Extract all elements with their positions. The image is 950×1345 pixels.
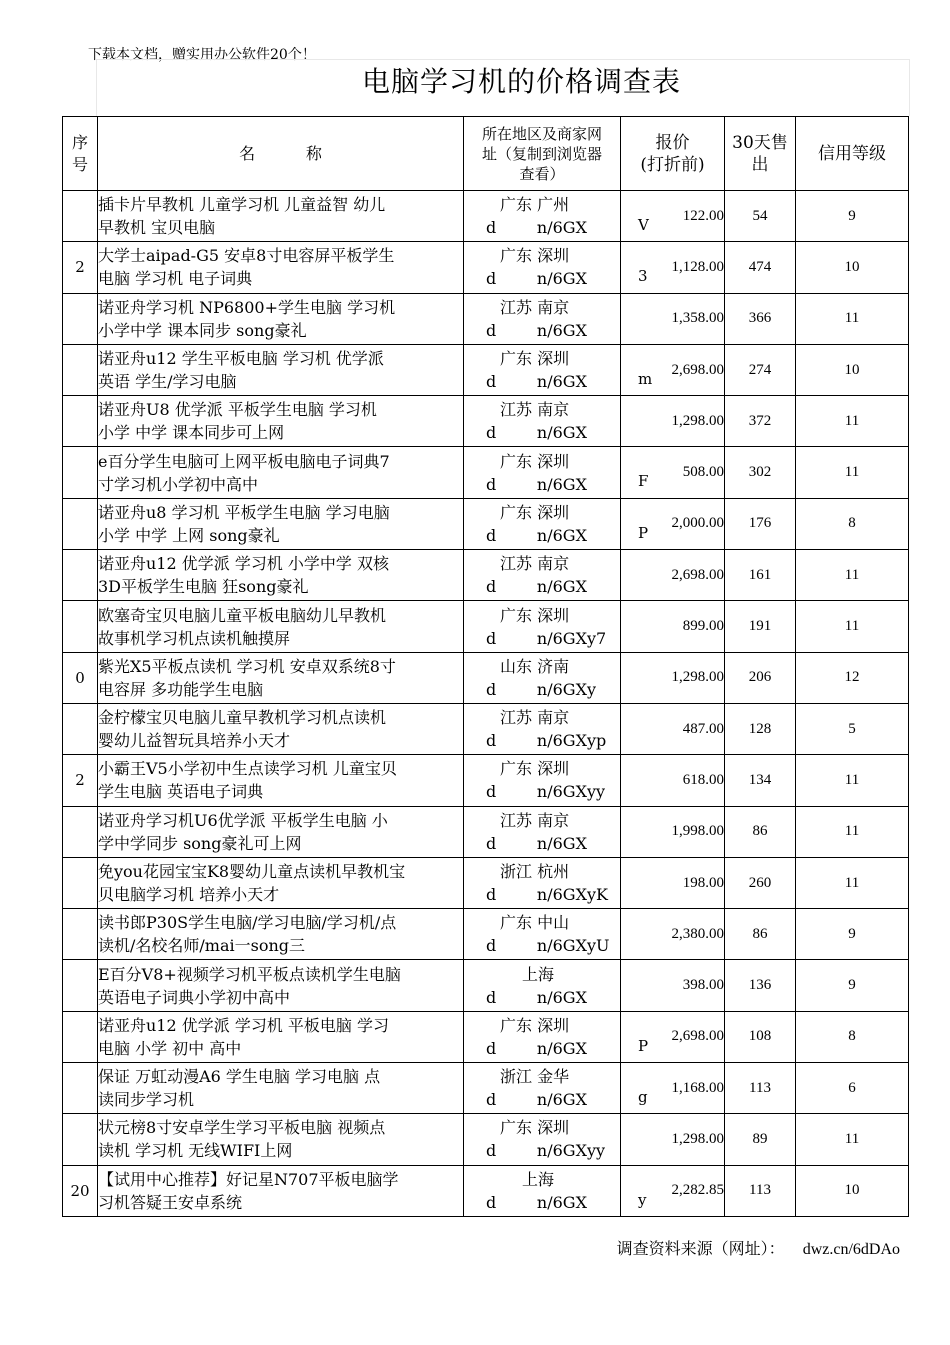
table-row [63, 1114, 909, 1165]
location-cell [464, 1011, 649, 1062]
location-city: 广东 深圳 [500, 1118, 570, 1138]
row-index [63, 857, 98, 908]
sold-count: 86 [725, 909, 796, 960]
price-value: 1,298.00 [621, 1114, 725, 1165]
sold-count: 372 [725, 396, 796, 447]
product-name [98, 191, 464, 242]
row-index [63, 344, 98, 395]
row-index [63, 601, 98, 652]
location-cell [464, 1114, 621, 1165]
table-row [63, 1063, 909, 1114]
product-name-line2: 读机 学习机 无线WIFI上网 [98, 1141, 293, 1161]
credit-level: 6 [796, 1063, 909, 1114]
location-cell [464, 703, 621, 754]
col-header-index: 序 号 [63, 117, 98, 191]
row-index [63, 1063, 98, 1114]
table-row [63, 447, 909, 498]
price-value: 618.00 [621, 755, 725, 806]
product-name [98, 293, 464, 344]
product-name-line1: 插卡片早教机 儿童学习机 儿童益智 幼儿 [98, 195, 386, 215]
location-cell [464, 396, 621, 447]
sold-count: 113 [725, 1165, 796, 1216]
credit-level: 5 [796, 703, 909, 754]
sold-count: 474 [725, 242, 796, 293]
product-name-line2: 电脑 学习机 电子词典 [98, 269, 253, 289]
row-index [63, 498, 98, 549]
product-name [98, 396, 464, 447]
credit-level: 9 [796, 960, 909, 1011]
price-value: 2,282.85 [621, 1165, 725, 1216]
product-name-line1: 紫光X5平板点读机 学习机 安卓双系统8寸 [98, 656, 396, 676]
row-index [63, 960, 98, 1011]
credit-level: 10 [796, 242, 909, 293]
shop-link[interactable]: d n/6GX [486, 423, 587, 443]
product-name-line1: 欧塞奇宝贝电脑儿童平板电脑幼儿早教机 [98, 605, 387, 625]
product-name-line1: 诺亚舟U8 优学派 平板学生电脑 学习机 [98, 400, 377, 420]
location-cell [464, 857, 621, 908]
sold-count: 176 [725, 498, 796, 549]
product-name-line2: 3D平板学生电脑 狂song豪礼 [98, 577, 309, 597]
link-overflow-char: V [638, 216, 649, 234]
shop-link[interactable]: d n/6GX [486, 987, 587, 1007]
credit-level: 10 [796, 344, 909, 395]
product-name-line1: 读书郎P30S学生电脑/学习电脑/学习机/点 [98, 913, 397, 933]
row-index: 2 [63, 755, 98, 806]
product-name-line2: 读机/名校名师/mai一song三 [98, 936, 306, 956]
price-value: 2,000.00 [621, 498, 725, 549]
shop-link[interactable]: d n/6GXy [486, 679, 597, 699]
price-value: 1,998.00 [621, 806, 725, 857]
link-overflow-char: P [638, 1036, 649, 1055]
price-value: 198.00 [621, 857, 725, 908]
location-cell [464, 909, 621, 960]
row-index: 20 [63, 1165, 98, 1216]
product-name-line1: 大学士aipad-G5 安卓8寸电容屏平板学生 [98, 246, 395, 266]
location-cell [464, 344, 653, 395]
table-header-row [63, 117, 909, 191]
location-cell [464, 806, 621, 857]
location-cell [464, 1063, 648, 1114]
sold-count: 302 [725, 447, 796, 498]
sold-count: 128 [725, 703, 796, 754]
row-index [63, 1114, 98, 1165]
credit-level: 11 [796, 806, 909, 857]
shop-link[interactable]: d n/6GXyp [486, 731, 607, 751]
table-row [63, 550, 909, 601]
link-overflow-char: m [638, 369, 653, 388]
row-index [63, 1011, 98, 1062]
col-header-sold: 30天售 出 [725, 117, 796, 191]
row-index [63, 293, 98, 344]
product-name-line2: 寸学习机小学初中高中 [98, 474, 259, 494]
price-value: 1,298.00 [621, 396, 725, 447]
location-city: 浙江 杭州 [500, 862, 570, 881]
credit-level: 11 [796, 447, 909, 498]
shop-link[interactable]: d n/6GX [486, 1192, 587, 1212]
table-body [63, 191, 909, 1217]
price-value: 398.00 [621, 960, 725, 1011]
price-value: 2,380.00 [621, 909, 725, 960]
location-city: 广东 深圳 [500, 605, 570, 625]
product-name [98, 652, 464, 703]
location-city: 广东 深圳 [500, 1015, 570, 1035]
sold-count: 108 [725, 1011, 796, 1062]
shop-link[interactable]: d n/6GXyy [486, 782, 606, 802]
source-label: 调查资料来源（网址）： [616, 1239, 785, 1258]
shop-link[interactable]: d n/6GX [486, 269, 587, 289]
shop-link[interactable]: d n/6GX [486, 525, 587, 545]
product-name-line2: 贝电脑学习机 培养小天才 [98, 885, 280, 904]
location-cell [464, 293, 621, 344]
sold-count: 161 [725, 550, 796, 601]
shop-link[interactable]: d n/6GX [486, 1090, 587, 1110]
shop-link[interactable]: d n/6GXyy [486, 1141, 606, 1161]
table-row [63, 498, 909, 549]
price-value: 1,298.00 [621, 652, 725, 703]
location-city: 广东 广州 [500, 195, 570, 215]
product-name-line2: 婴幼儿益智玩具培养小天才 [98, 731, 291, 751]
location-city: 浙江 金华 [500, 1067, 570, 1087]
location-city: 广东 深圳 [500, 502, 570, 522]
shop-link[interactable]: d n/6GX [486, 372, 587, 392]
sold-count: 89 [725, 1114, 796, 1165]
location-cell [464, 755, 621, 806]
shop-link[interactable]: d n/6GX [486, 218, 587, 238]
row-index [63, 806, 98, 857]
product-name-line2: 英语电子词典小学初中高中 [98, 987, 291, 1007]
location-city: 广东 深圳 [500, 246, 570, 266]
product-name-line1: 状元榜8寸安卓学生学习平板电脑 视频点 [98, 1118, 386, 1138]
row-index: 2 [63, 242, 98, 293]
product-name-line1: E百分V8+视频学习机平板点读机学生电脑 [98, 964, 401, 984]
credit-level: 11 [796, 1114, 909, 1165]
price-value: 899.00 [621, 601, 725, 652]
product-name [98, 498, 464, 549]
credit-level: 10 [796, 1165, 909, 1216]
table-row [63, 652, 909, 703]
shop-link[interactable]: d n/6GX [486, 577, 587, 597]
credit-level: 9 [796, 191, 909, 242]
location-city: 江苏 南京 [500, 708, 570, 728]
product-name-line2: 小学 中学 上网 song豪礼 [98, 525, 280, 545]
row-index [63, 447, 98, 498]
table-row [63, 344, 909, 395]
product-name-line2: 习机答疑王安卓系统 [98, 1192, 243, 1212]
sold-count: 274 [725, 344, 796, 395]
product-name [98, 857, 464, 908]
location-city: 江苏 南京 [500, 297, 570, 317]
credit-level: 11 [796, 601, 909, 652]
location-city: 江苏 南京 [500, 554, 570, 574]
table-row [63, 1011, 909, 1062]
location-city: 广东 深圳 [500, 759, 570, 779]
price-value: 2,698.00 [621, 344, 725, 395]
product-name-line2: 电容屏 多功能学生电脑 [98, 679, 264, 699]
shop-link[interactable]: d n/6GX [486, 1038, 587, 1058]
table-row [63, 293, 909, 344]
product-name-line1: 诺亚舟u12 学生平板电脑 学习机 优学派 [98, 349, 384, 369]
row-index [63, 909, 98, 960]
price-value: 508.00 [621, 447, 725, 498]
price-value: 1,168.00 [621, 1063, 725, 1114]
product-name [98, 1165, 464, 1216]
product-name-line2: 读同步学习机 [98, 1090, 195, 1110]
table-row [63, 755, 909, 806]
credit-level: 11 [796, 550, 909, 601]
product-name-line1: 诺亚舟学习机 NP6800+学生电脑 学习机 [98, 297, 396, 317]
table-row [63, 806, 909, 857]
product-name [98, 909, 464, 960]
col-header-price: 报价 (打折前) [621, 117, 725, 191]
product-name-line2: 故事机学习机点读机触摸屏 [98, 628, 291, 648]
location-city: 上海 [522, 964, 555, 984]
row-index [63, 550, 98, 601]
product-name-line1: 诺亚舟学习机U6优学派 平板学生电脑 小 [98, 810, 388, 830]
product-name-line1: 【试用中心推荐】好记星N707平板电脑学 [98, 1169, 399, 1189]
price-value: 2,698.00 [621, 1011, 725, 1062]
credit-level: 8 [796, 1011, 909, 1062]
product-name [98, 1011, 464, 1062]
table-row [63, 191, 909, 242]
price-value: 1,358.00 [621, 293, 725, 344]
shop-link[interactable]: d n/6GX [486, 320, 587, 340]
location-cell [464, 550, 621, 601]
location-city: 广东 深圳 [500, 349, 570, 369]
product-name-line2: 英语 学生/学习电脑 [98, 372, 237, 392]
col-header-name: 名 称 [98, 117, 464, 191]
price-value: 1,128.00 [621, 242, 725, 293]
product-name [98, 1114, 464, 1165]
link-overflow-char: g [638, 1088, 648, 1107]
product-name-line1: 诺亚舟u8 学习机 平板学生电脑 学习电脑 [98, 502, 390, 522]
location-city: 江苏 南京 [500, 400, 570, 420]
location-city: 江苏 南京 [500, 810, 570, 830]
shop-link[interactable]: d n/6GX [486, 833, 587, 853]
shop-link[interactable]: d n/6GXyK [486, 885, 608, 904]
table-row [63, 601, 909, 652]
product-name-line1: 小霸王V5小学初中生点读学习机 儿童宝贝 [98, 759, 397, 779]
table-row [63, 703, 909, 754]
header-note: 下载本文档，赠实用办公软件20个！ [88, 47, 316, 63]
shop-link[interactable]: d n/6GXy7 [486, 628, 607, 648]
credit-level: 11 [796, 857, 909, 908]
product-name [98, 960, 464, 1011]
credit-level: 12 [796, 652, 909, 703]
credit-level: 11 [796, 755, 909, 806]
credit-level: 11 [796, 396, 909, 447]
price-table [62, 116, 909, 1217]
shop-link[interactable]: d n/6GXyU [486, 936, 610, 956]
sold-count: 260 [725, 857, 796, 908]
location-city: 广东 中山 [500, 913, 570, 933]
product-name-line1: 诺亚舟u12 优学派 学习机 小学中学 双核 [98, 554, 390, 574]
product-name [98, 806, 464, 857]
table-row [63, 242, 909, 293]
sold-count: 86 [725, 806, 796, 857]
product-name-line2: 早教机 宝贝电脑 [98, 218, 216, 238]
table-row [63, 1165, 909, 1216]
table-row [63, 960, 909, 1011]
location-cell [464, 498, 649, 549]
location-cell [464, 601, 621, 652]
sold-count: 134 [725, 755, 796, 806]
location-cell [464, 191, 649, 242]
link-overflow-char: F [638, 472, 649, 491]
product-name-line1: e百分学生电脑可上网平板电脑电子词典7 [98, 451, 390, 471]
price-value: 487.00 [621, 703, 725, 754]
location-cell [464, 652, 621, 703]
credit-level: 8 [796, 498, 909, 549]
row-index [63, 703, 98, 754]
table-row [63, 396, 909, 447]
row-index [63, 191, 98, 242]
location-city: 山东 济南 [500, 656, 570, 676]
product-name-line1: 免you花园宝宝K8婴幼儿童点读机早教机宝 [98, 862, 406, 881]
location-cell [464, 960, 621, 1011]
row-index [63, 396, 98, 447]
product-name [98, 242, 464, 293]
location-city: 上海 [522, 1169, 555, 1189]
source-footer [617, 1236, 900, 1259]
page-title: 电脑学习机的价格调查表 [362, 65, 682, 98]
shop-link[interactable]: d n/6GX [486, 474, 587, 494]
sold-count: 136 [725, 960, 796, 1011]
product-name [98, 755, 464, 806]
price-value: 122.00 [621, 191, 725, 242]
product-name [98, 601, 464, 652]
product-name [98, 703, 464, 754]
location-cell [464, 1165, 647, 1216]
sold-count: 113 [725, 1063, 796, 1114]
product-name [98, 344, 464, 395]
product-name-line1: 金柠檬宝贝电脑儿童早教机学习机点读机 [98, 708, 387, 728]
product-name [98, 550, 464, 601]
source-url[interactable]: dwz.cn/6dDAo [802, 1241, 900, 1258]
sold-count: 54 [725, 191, 796, 242]
link-overflow-char: y [638, 1190, 647, 1209]
price-value: 2,698.00 [621, 550, 725, 601]
location-city: 广东 深圳 [500, 451, 570, 471]
col-header-credit: 信用等级 [796, 117, 909, 191]
location-cell [464, 242, 648, 293]
row-index: 0 [63, 652, 98, 703]
product-name-line1: 保证 万虹动漫A6 学生电脑 学习电脑 点 [98, 1067, 381, 1087]
product-name-line2: 电脑 小学 初中 高中 [98, 1038, 242, 1058]
product-name-line2: 学生电脑 英语电子词典 [98, 782, 264, 802]
product-name-line2: 学中学同步 song豪礼可上网 [98, 833, 302, 853]
credit-level: 9 [796, 909, 909, 960]
credit-level: 11 [796, 293, 909, 344]
product-name [98, 447, 464, 498]
table-row [63, 909, 909, 960]
product-name-line2: 小学中学 课本同步 song豪礼 [98, 320, 307, 340]
location-cell [464, 447, 649, 498]
sold-count: 366 [725, 293, 796, 344]
sold-count: 191 [725, 601, 796, 652]
product-name-line1: 诺亚舟u12 优学派 学习机 平板电脑 学习 [98, 1015, 390, 1035]
product-name [98, 1063, 464, 1114]
link-overflow-char: 3 [638, 267, 648, 286]
link-overflow-char: P [638, 523, 649, 542]
table-row [63, 857, 909, 908]
sold-count: 206 [725, 652, 796, 703]
col-header-location: 所在地区及商家网 址（复制到浏览器 查看） [464, 117, 621, 191]
product-name-line2: 小学 中学 课本同步可上网 [98, 423, 285, 443]
